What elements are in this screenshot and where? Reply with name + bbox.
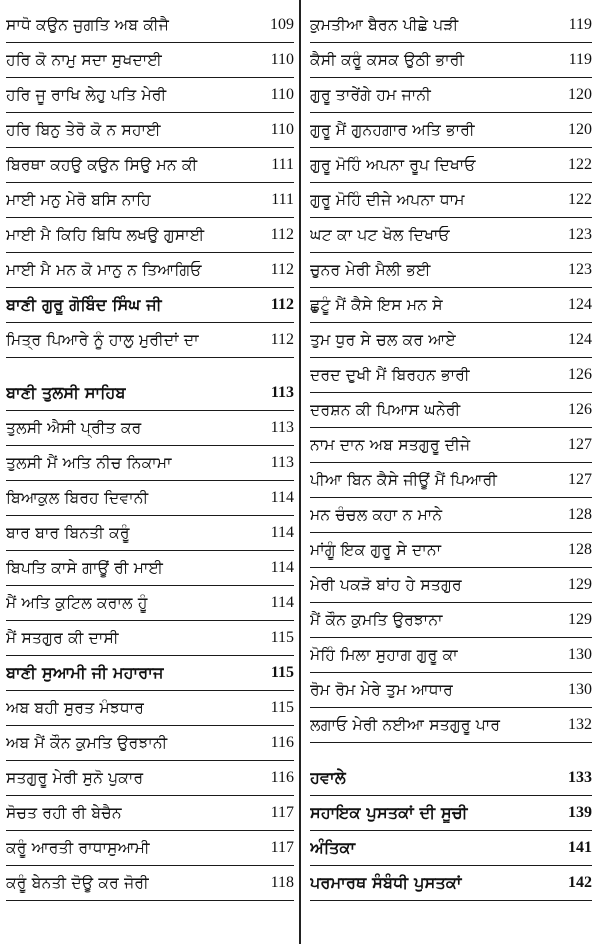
toc-entry	[6, 691, 294, 726]
toc-entry-title: ਗੁਰੂ ਤਾਰੇਂਗੇ ਹਮ ਜਾਨੀ	[310, 85, 431, 104]
toc-page-number: 111	[271, 156, 294, 173]
toc-entry	[310, 393, 592, 428]
toc-entry-title: ਅੰਤਿਕਾ	[310, 838, 356, 857]
toc-entry-title: ਬਿਪਤਿ ਕਾਸੇ ਗਾਊਂ ਰੀ ਮਾਈ	[6, 558, 164, 577]
toc-entry-title: ਬਿਰਥਾ ਕਹਉ ਕਉਨ ਸਿਉ ਮਨ ਕੀ	[6, 155, 198, 174]
toc-entry	[6, 516, 294, 551]
toc-page-number: 130	[568, 681, 592, 698]
toc-section-heading	[6, 376, 294, 411]
toc-page-number: 117	[270, 839, 294, 856]
toc-entry	[6, 43, 294, 78]
toc-page-number: 112	[270, 296, 294, 313]
toc-entry-title: ਛੁਟੂੰ ਮੈਂ ਕੈਸੇ ਇਸ ਮਨ ਸੇ	[310, 295, 443, 314]
toc-entry-title: ਮਾਈ ਮੈ ਕਿਹਿ ਬਿਧਿ ਲਖਉ ਗੁਸਾਈ	[6, 225, 205, 244]
toc-page-number: 139	[568, 804, 592, 821]
toc-entry	[310, 568, 592, 603]
toc-page-number: 120	[568, 121, 592, 138]
toc-entry-title: ਸਹਾਇਕ ਪੁਸਤਕਾਂ ਦੀ ਸੂਚੀ	[310, 803, 468, 822]
toc-entry-title: ਮਾਈ ਮੈ ਮਨ ਕੋ ਮਾਨੁ ਨ ਤਿਆਗਿਓ	[6, 260, 202, 279]
toc-entry-title: ਹਰਿ ਕੋ ਨਾਮੁ ਸਦਾ ਸੁਖਦਾਈ	[6, 50, 162, 69]
toc-entry	[310, 603, 592, 638]
toc-section-heading	[6, 288, 294, 323]
toc-page-number: 129	[568, 576, 592, 593]
toc-section-heading	[310, 831, 592, 866]
toc-entry-title: ਪੀਆ ਬਿਨ ਕੈਸੇ ਜੀਊਂ ਮੈਂ ਪਿਆਰੀ	[310, 470, 498, 489]
toc-page-number: 132	[568, 716, 592, 733]
toc-entry-title: ਮਨ ਚੰਚਲ ਕਹਾ ਨ ਮਾਨੇ	[310, 505, 443, 524]
toc-entry	[310, 8, 592, 43]
toc-entry	[6, 8, 294, 43]
toc-page-number: 112	[270, 331, 294, 348]
toc-entry-title: ਨਾਮ ਦਾਨ ਅਬ ਸਤਗੁਰੂ ਦੀਜੇ	[310, 435, 471, 454]
toc-page-number: 123	[568, 226, 592, 243]
toc-entry	[6, 253, 294, 288]
toc-entry	[310, 253, 592, 288]
toc-entry	[310, 638, 592, 673]
toc-page-number: 129	[568, 611, 592, 628]
toc-entry	[310, 43, 592, 78]
toc-right-column	[310, 8, 592, 901]
toc-page-number: 128	[568, 506, 592, 523]
toc-page-number: 111	[271, 191, 294, 208]
toc-entry-title: ਤੁਮ ਧੁਰ ਸੇ ਚਲ ਕਰ ਆਏ	[310, 330, 456, 349]
toc-page-number: 109	[270, 16, 294, 33]
toc-page-number: 128	[568, 541, 592, 558]
toc-entry-title: ਬਾਣੀ ਗੁਰੂ ਗੋਬਿੰਦ ਸਿੰਘ ਜੀ	[6, 295, 162, 314]
toc-page-number: 122	[568, 156, 592, 173]
toc-page-number: 115	[270, 629, 294, 646]
toc-entry-title: ਬਾਣੀ ਤੁਲਸੀ ਸਾਹਿਬ	[6, 383, 126, 402]
toc-entry	[6, 831, 294, 866]
toc-entry-title: ਘਟ ਕਾ ਪਟ ਖੋਲ ਦਿਖਾਓ	[310, 225, 450, 244]
toc-entry	[310, 323, 592, 358]
toc-page-number: 115	[270, 699, 294, 716]
toc-entry-title: ਮੈਂ ਕੌਨ ਕੁਮਤਿ ਉਰਝਾਨਾ	[310, 610, 443, 629]
toc-page-number: 112	[270, 226, 294, 243]
toc-entry	[6, 551, 294, 586]
toc-entry	[310, 463, 592, 498]
toc-entry-title: ਮਾਈ ਮਨੁ ਮੇਰੋ ਬਸਿ ਨਾਹਿ	[6, 190, 151, 209]
toc-page-number: 127	[568, 471, 592, 488]
toc-entry-title: ਮਿਤ੍ਰ ਪਿਆਰੇ ਨੂੰ ਹਾਲੁ ਮੁਰੀਦਾਂ ਦਾ	[6, 330, 199, 349]
toc-entry	[6, 481, 294, 516]
toc-page-number: 118	[270, 874, 294, 891]
toc-page-number: 126	[568, 366, 592, 383]
toc-page-number: 114	[270, 524, 294, 541]
toc-entry	[310, 78, 592, 113]
toc-entry-title: ਮਾਂਗੂੰ ਇਕ ਗੁਰੂ ਸੇ ਦਾਨਾ	[310, 540, 442, 559]
toc-entry-title: ਬਿਆਕੁਲ ਬਿਰਹ ਦਿਵਾਨੀ	[6, 488, 149, 507]
toc-entry-title: ਚੁਨਰ ਮੇਰੀ ਮੈਲੀ ਭਈ	[310, 260, 431, 279]
toc-page-number: 120	[568, 86, 592, 103]
toc-entry	[310, 428, 592, 463]
toc-page-number: 126	[568, 401, 592, 418]
toc-entry-title: ਗੁਰੂ ਮੋਹਿੰ ਅਪਨਾ ਰੂਪ ਦਿਖਾਓ	[310, 155, 476, 174]
toc-entry	[6, 621, 294, 656]
toc-entry-title: ਕਰੂੰ ਆਰਤੀ ਰਾਧਾਸੁਆਮੀ	[6, 838, 150, 857]
toc-spacer	[6, 358, 294, 376]
toc-entry-title: ਕੈਸੀ ਕਰੂੰ ਕਸਕ ਉਠੀ ਭਾਰੀ	[310, 50, 465, 69]
toc-page-number: 110	[270, 51, 294, 68]
toc-entry-title: ਹਵਾਲੇ	[310, 768, 346, 787]
column-divider	[299, 0, 301, 944]
toc-entry	[6, 78, 294, 113]
toc-page-number: 117	[270, 804, 294, 821]
toc-entry	[6, 113, 294, 148]
toc-entry	[6, 148, 294, 183]
toc-page-number: 133	[568, 769, 592, 786]
toc-section-heading	[310, 796, 592, 831]
toc-page-number: 119	[568, 51, 592, 68]
toc-page-number: 130	[568, 646, 592, 663]
toc-left-column	[6, 8, 294, 901]
toc-entry-title: ਬਾਰ ਬਾਰ ਬਿਨਤੀ ਕਰੂੰ	[6, 523, 130, 542]
toc-entry-title: ਹਰਿ ਜੂ ਰਾਖਿ ਲੇਹੁ ਪਤਿ ਮੇਰੀ	[6, 85, 167, 104]
toc-section-heading	[6, 656, 294, 691]
toc-spacer	[310, 743, 592, 761]
toc-entry-title: ਰੋਮ ਰੋਮ ਮੇਰੇ ਤੁਮ ਆਧਾਰ	[310, 680, 453, 699]
toc-entry	[6, 761, 294, 796]
toc-entry-title: ਮੈਂ ਅਤਿ ਕੁਟਿਲ ਕਰਾਲ ਹੂੰ	[6, 593, 148, 612]
toc-entry-title: ਪਰਮਾਰਥ ਸੰਬੰਧੀ ਪੁਸਤਕਾਂ	[310, 873, 462, 892]
toc-entry	[6, 796, 294, 831]
toc-entry-title: ਗੁਰੂ ਮੈਂ ਗੁਨਹਗਾਰ ਅਤਿ ਭਾਰੀ	[310, 120, 475, 139]
toc-page-number: 124	[568, 296, 592, 313]
toc-page-number: 110	[270, 121, 294, 138]
toc-entry	[310, 288, 592, 323]
toc-entry	[310, 218, 592, 253]
toc-entry-title: ਦਰਦ ਦੁਖੀ ਮੈਂ ਬਿਰਹਨ ਭਾਰੀ	[310, 365, 470, 384]
toc-page-number: 119	[568, 16, 592, 33]
toc-page-number: 122	[568, 191, 592, 208]
toc-page-number: 141	[568, 839, 592, 856]
toc-entry-title: ਗੁਰੂ ਮੋਹਿੰ ਦੀਜੇ ਅਪਨਾ ਧਾਮ	[310, 190, 465, 209]
toc-page-number: 124	[568, 331, 592, 348]
toc-entry-title: ਮੇਰੀ ਪਕੜੋ ਬਾਂਹ ਹੇ ਸਤਗੁਰ	[310, 575, 462, 594]
toc-entry	[6, 218, 294, 253]
toc-entry	[310, 358, 592, 393]
toc-page-number: 116	[270, 769, 294, 786]
toc-page-number: 116	[270, 734, 294, 751]
toc-entry	[6, 446, 294, 481]
toc-page-number: 115	[270, 664, 294, 681]
toc-entry-title: ਕੁਮਤੀਆ ਬੈਰਨ ਪੀਛੇ ਪੜੀ	[310, 15, 459, 34]
toc-entry	[6, 323, 294, 358]
toc-page-number: 113	[270, 454, 294, 471]
toc-entry	[6, 866, 294, 901]
toc-entry-title: ਸਾਧੋ ਕਉਨ ਜੁਗਤਿ ਅਬ ਕੀਜੈ	[6, 15, 170, 34]
toc-entry-title: ਮੋਹਿੰ ਮਿਲਾ ਸੁਹਾਗ ਗੁਰੂ ਕਾ	[310, 645, 458, 664]
toc-page-number: 112	[270, 261, 294, 278]
toc-page-number: 114	[270, 489, 294, 506]
toc-entry	[310, 113, 592, 148]
toc-entry-title: ਦਰਸ਼ਨ ਕੀ ਪਿਆਸ ਘਨੇਰੀ	[310, 400, 461, 419]
toc-entry-title: ਸਤਗੁਰੂ ਮੇਰੀ ਸੁਨੋ ਪੁਕਾਰ	[6, 768, 144, 787]
toc-entry	[310, 533, 592, 568]
toc-page-number: 142	[568, 874, 592, 891]
toc-page-number: 123	[568, 261, 592, 278]
toc-entry-title: ਸੋਚਤ ਰਹੀ ਰੀ ਬੇਚੈਨ	[6, 803, 122, 822]
toc-entry-title: ਅਬ ਮੈਂ ਕੌਨ ਕੁਮਤਿ ਉਰਝਾਨੀ	[6, 733, 168, 752]
toc-page-number: 113	[270, 384, 294, 401]
toc-entry-title: ਹਰਿ ਬਿਨੁ ਤੇਰੋ ਕੋ ਨ ਸਹਾਈ	[6, 120, 161, 139]
toc-page-number: 113	[270, 419, 294, 436]
toc-entry-title: ਕਰੂੰ ਬੇਨਤੀ ਦੋਊ ਕਰ ਜੋਰੀ	[6, 873, 149, 892]
toc-entry	[6, 726, 294, 761]
toc-page-number: 127	[568, 436, 592, 453]
toc-entry-title: ਤੁਲਸੀ ਐਸੀ ਪ੍ਰੀਤ ਕਰ	[6, 418, 142, 437]
toc-entry-title: ਲਗਾਓ ਮੇਰੀ ਨਈਆ ਸਤਗੁਰੂ ਪਾਰ	[310, 715, 501, 734]
toc-entry-title: ਤੁਲਸੀ ਮੈਂ ਅਤਿ ਨੀਚ ਨਿਕਾਮਾ	[6, 453, 172, 472]
toc-entry	[310, 708, 592, 743]
toc-entry	[310, 673, 592, 708]
toc-page-number: 114	[270, 559, 294, 576]
toc-entry	[6, 411, 294, 446]
toc-entry	[310, 498, 592, 533]
toc-entry-title: ਮੈਂ ਸਤਗੁਰ ਕੀ ਦਾਸੀ	[6, 628, 119, 647]
toc-page-number: 114	[270, 594, 294, 611]
toc-entry	[310, 183, 592, 218]
toc-section-heading	[310, 761, 592, 796]
toc-page-number: 110	[270, 86, 294, 103]
toc-entry	[6, 183, 294, 218]
toc-entry-title: ਬਾਣੀ ਸੁਆਮੀ ਜੀ ਮਹਾਰਾਜ	[6, 663, 164, 682]
toc-entry-title: ਅਬ ਬਹੀ ਸੁਰਤ ਮੰਝਧਾਰ	[6, 698, 145, 717]
toc-section-heading	[310, 866, 592, 901]
toc-entry	[6, 586, 294, 621]
toc-entry	[310, 148, 592, 183]
